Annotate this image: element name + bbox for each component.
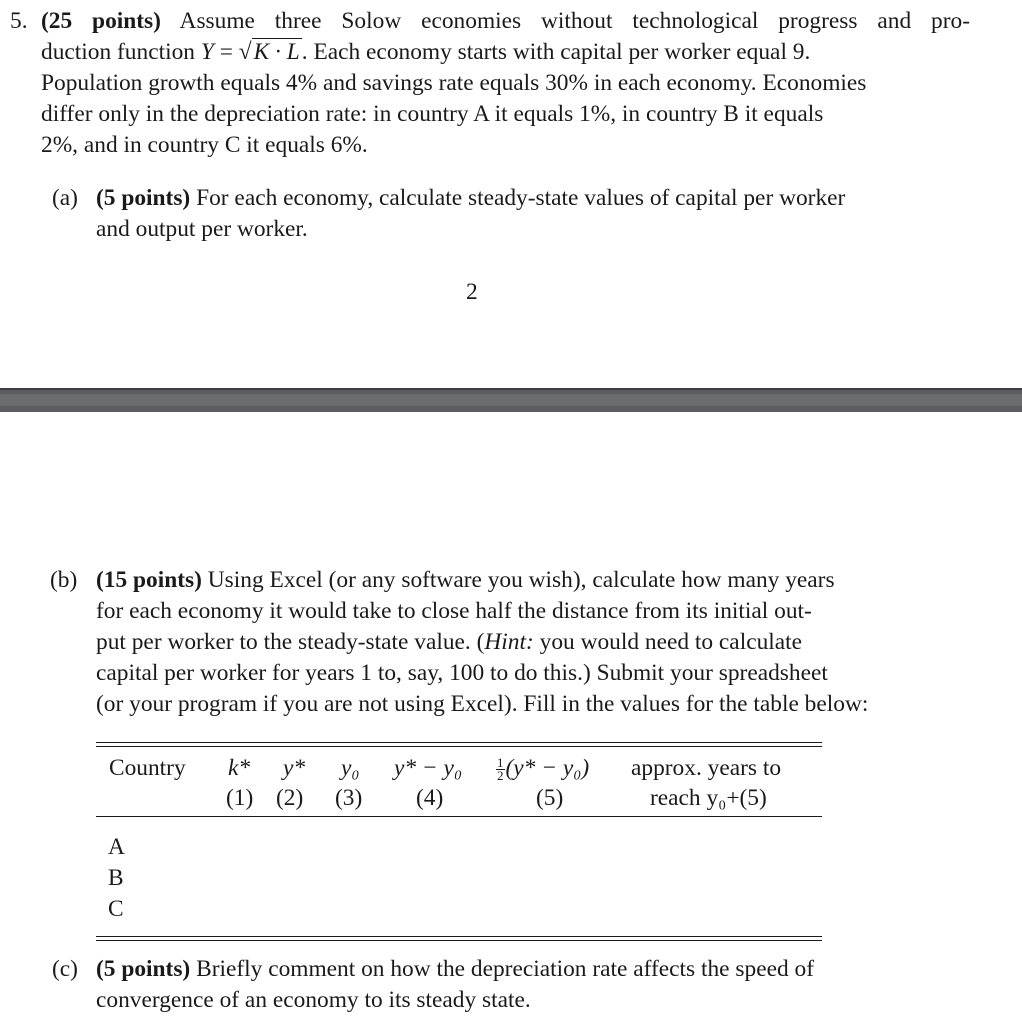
intro-line-1: (25 points) Assume three Solow economies without technological progress and pro- [41,8,970,34]
intro-line-4: differ only in the depreciation rate: in country A it equals 1%, in country B it equals [41,101,824,127]
part-a-line-1: (5 points) For each economy, calculate steady-state values of capital per worker [96,185,846,211]
page-separator [0,388,1022,412]
part-a-label: (a) [52,185,78,211]
table-top-rule-2 [96,746,822,747]
header-k-star: k* [228,755,251,781]
header-half-diff: $\frac{1}{2}$ (y* − y₀) [497,755,590,784]
header-y0: y₀ [341,755,360,781]
page-number: 2 [466,279,478,305]
part-b-line-5: (or your program if you are not using Excel). Fill in the values for the table below: [96,691,869,717]
header-col-3: (3) [335,785,363,811]
header-col-2: (2) [276,785,304,811]
part-c-line-1: (5 points) Briefly comment on how the depreciation rate affects the speed of [96,956,814,982]
part-b-line-2: for each economy it would take to close half the distance from its initial out- [96,598,812,624]
intro-line-5: 2%, and in country C it equals 6%. [41,132,368,158]
formula-lhs: Y [200,39,214,65]
formula-arg: K · L [253,39,300,65]
formula-eq: = [219,39,233,65]
part-b-line-1: (15 points) Using Excel (or any software you wish), calculate how many years [96,567,835,593]
header-col-1: (1) [226,785,254,811]
part-a-text [96,183,970,245]
table-row-C: C [108,896,124,922]
header-col-4: (4) [416,785,444,811]
question-points: (25 points) [41,8,161,34]
table-header-rule [96,816,822,817]
table-bottom-rule-1 [96,936,822,937]
header-diff: y* − y₀ [394,755,463,781]
sqrt-formula: √K · L [238,39,300,65]
question-intro [41,6,970,161]
part-b-line-4: capital per worker for years 1 to, say, 100 to do this.) Submit your spreadsheet [96,660,828,686]
table-bottom-rule-2 [96,940,822,941]
part-c-points: (5 points) [96,956,191,982]
intro-line-2: duction function Y = √K · L. Each economy starts with capital per worker equal 9. [41,37,970,68]
part-a-points: (5 points) [96,185,191,211]
header-country: Country [109,755,186,781]
part-b-text [96,565,970,720]
hint-label: Hint: [484,629,534,655]
question-number: 5. [10,8,28,34]
intro-line-3: Population growth equals 4% and savings rate equals 30% in each economy. Economies [41,70,867,96]
part-b-points: (15 points) [96,567,202,593]
part-c-label: (c) [52,956,78,982]
part-b-line-3: put per worker to the steady-state value. (Hint: you would need to calculate [96,629,803,655]
header-y-star: y* [283,755,306,781]
part-b-label: (b) [50,567,78,593]
header-reach: reach y₀+(5) [650,785,767,811]
table-top-rule-1 [96,742,822,743]
half-fraction: $\frac{1}{2}$ [497,755,504,784]
table-row-B: B [108,865,124,891]
page-2 [0,412,1022,1024]
table-row-A: A [108,834,125,860]
part-c-text [96,954,970,1016]
page-1 [0,0,1022,388]
part-c-line-2: convergence of an economy to its steady state. [96,987,531,1013]
header-col-5: (5) [536,785,564,811]
part-a-line-2: and output per worker. [96,216,308,242]
header-years: approx. years to [631,755,782,781]
